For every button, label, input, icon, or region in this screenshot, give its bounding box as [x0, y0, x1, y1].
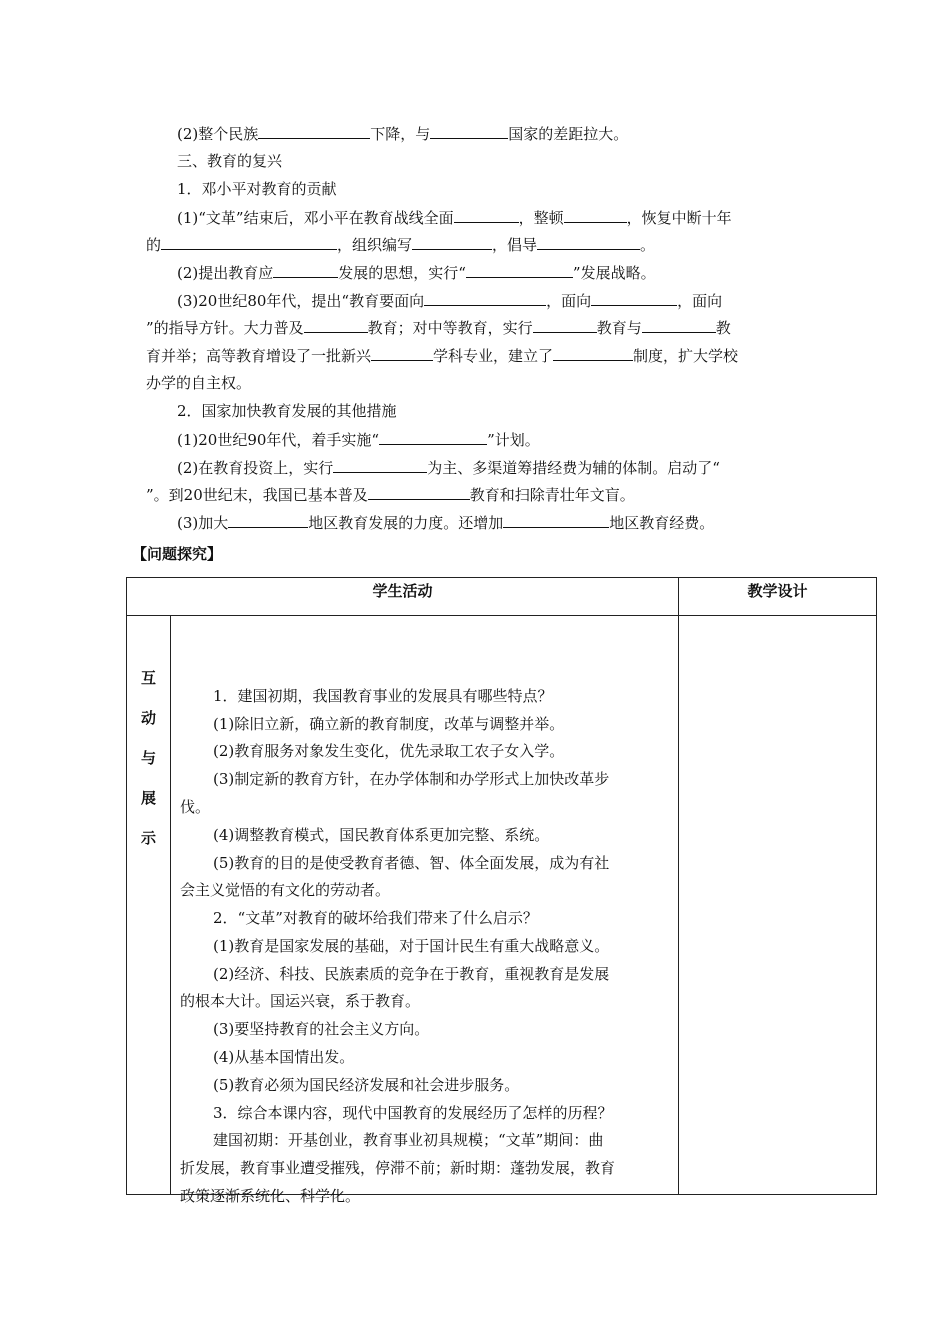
line-6: (2)提出教育应 发展的思想，实行“ ”发展战略。: [177, 264, 656, 282]
blank[interactable]: [273, 262, 338, 278]
subheading-measures: 2．国家加快教育发展的其他措施: [177, 402, 397, 420]
line-5: 的 ，组织编写 ，倡导 。: [146, 236, 656, 254]
list-item: 伐。: [180, 798, 211, 816]
line-10: 办学的自主权。: [146, 374, 252, 392]
list-item: (1)教育是国家发展的基础，对于国计民生有重大战略意义。: [213, 937, 610, 955]
blank[interactable]: [454, 207, 519, 223]
blank[interactable]: [371, 345, 433, 361]
blank[interactable]: [161, 234, 337, 250]
list-item: 2．“文革”对教育的破坏给我们带来了什么启示？: [213, 909, 538, 927]
header-student-activity: 学生活动: [127, 578, 679, 616]
inquiry-table: [126, 577, 877, 1205]
blank[interactable]: [304, 317, 368, 333]
list-item: (3)制定新的教育方针，在办学体制和办学形式上加快改革步: [213, 770, 610, 788]
blank[interactable]: [533, 317, 597, 333]
line-8: ”的指导方针。大力普及 教育；对中等教育，实行 教育与 教: [146, 319, 731, 337]
activity-content: [171, 616, 679, 1205]
blank[interactable]: [430, 123, 508, 139]
list-item: (3)要坚持教育的社会主义方向。: [213, 1020, 430, 1038]
side-label: [127, 616, 171, 1195]
line-13: (2)在教育投资上，实行 为主、多渠道筹措经费为辅的体制。启动了“: [177, 459, 720, 477]
blank[interactable]: [466, 262, 573, 278]
blank[interactable]: [424, 290, 546, 306]
list-item: 1．建国初期，我国教育事业的发展具有哪些特点？: [213, 687, 553, 705]
blank[interactable]: [412, 234, 492, 250]
line-14: ”。到20世纪末，我国已基本普及 教育和扫除青壮年文盲。: [146, 486, 635, 504]
list-item: 3．综合本课内容，现代中国教育的发展经历了怎样的历程？: [213, 1104, 613, 1122]
blank[interactable]: [379, 429, 487, 445]
line-15: (3)加大 地区教育发展的力度。还增加 地区教育经费。: [177, 514, 715, 532]
table-header-row: [127, 578, 877, 616]
side-char: 示: [140, 829, 156, 847]
teaching-design-cell[interactable]: [679, 616, 877, 1195]
blank[interactable]: [537, 234, 640, 250]
blank[interactable]: [333, 457, 427, 473]
line-12: (1)20世纪90年代，着手实施“ ”计划。: [177, 431, 540, 449]
blank[interactable]: [553, 345, 633, 361]
list-item: (1)除旧立新，确立新的教育制度，改革与调整并举。: [213, 715, 565, 733]
side-char: 展: [140, 789, 156, 807]
list-item: 折发展，教育事业遭受摧残，停滞不前；新时期：蓬勃发展，教育: [180, 1159, 616, 1177]
list-item: 会主义觉悟的有文化的劳动者。: [180, 881, 391, 899]
line-1: (2)整个民族 下降，与 国家的差距拉大。: [177, 125, 629, 143]
list-item: (4)调整教育模式，国民教育体系更加完整、系统。: [213, 826, 550, 844]
list-item: 政策逐渐系统化、科学化。: [180, 1187, 361, 1205]
blank[interactable]: [258, 123, 370, 139]
table-body-row: [127, 616, 877, 1195]
header-teaching-design: 教学设计: [679, 578, 877, 616]
subheading-deng: 1．邓小平对教育的贡献: [177, 180, 337, 198]
list-item: 的根本大计。国运兴衰，系于教育。: [180, 992, 421, 1010]
line-4: (1)“文革”结束后，邓小平在教育战线全面 ，整顿 ，恢复中断十年: [177, 209, 732, 227]
blank[interactable]: [228, 512, 308, 528]
list-item: (5)教育必须为国民经济发展和社会进步服务。: [213, 1076, 520, 1094]
side-char: 互: [140, 669, 156, 687]
heading-revival: 三、教育的复兴: [177, 152, 283, 170]
side-char: 与: [140, 749, 156, 767]
list-item: (2)经济、科技、民族素质的竞争在于教育，重视教育是发展: [213, 965, 610, 983]
blank[interactable]: [368, 484, 470, 500]
list-item: (5)教育的目的是使受教育者德、智、体全面发展，成为有社: [213, 854, 610, 872]
blank[interactable]: [642, 317, 716, 333]
list-item: (2)教育服务对象发生变化，优先录取工农子女入学。: [213, 742, 565, 760]
blank[interactable]: [591, 290, 677, 306]
line-9: 育并举；高等教育增设了一批新兴 学科专业，建立了 制度，扩大学校: [146, 347, 739, 365]
blank[interactable]: [503, 512, 609, 528]
side-char: 动: [140, 709, 156, 727]
blank[interactable]: [564, 207, 627, 223]
list-item: 建国初期：开基创业，教育事业初具规模；“文革”期间：曲: [213, 1131, 604, 1149]
list-item: (4)从基本国情出发。: [213, 1048, 355, 1066]
line-7: (3)20世纪80年代，提出“教育要面向 ，面向 ，面向: [177, 292, 723, 310]
section-title: 【问题探究】: [132, 545, 223, 563]
